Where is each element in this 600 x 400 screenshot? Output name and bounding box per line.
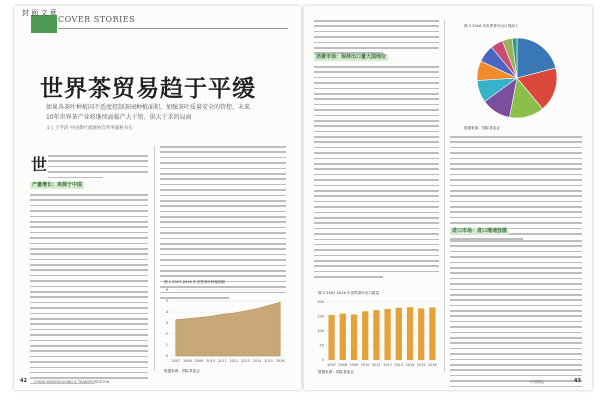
body-text-col1a <box>48 155 148 182</box>
chart2-xtick: 2016 <box>428 363 437 367</box>
chart1-xtick: 2009 <box>194 359 204 363</box>
chart2-xtick: 2008 <box>338 363 348 367</box>
article-subtitle-2: 10年世界茶产业将继续面临产大于销、供大于求的局面 <box>46 114 192 121</box>
section-label-cn: 封 面 文 章 <box>22 9 57 17</box>
chart3-pie-chart <box>450 32 584 124</box>
chart2-xtick: 2007 <box>327 363 336 367</box>
chart1-xtick: 2012 <box>229 359 239 363</box>
left-footer-mag: CHINA WAREHOUSING & TRANSPORTATION <box>34 380 110 384</box>
header-rule <box>58 28 288 29</box>
chart2-bar-chart <box>312 298 440 370</box>
chart2-xtick: 2012 <box>383 363 392 367</box>
article-author: 文 | 王学清 中国茶叶流通协会常务副秘书长 <box>46 126 133 131</box>
chart2-xtick: 2013 <box>394 363 404 367</box>
chart2-bar <box>418 308 424 360</box>
article-subtitle-1: 如果各茶叶种植国不适度控制茶园种植面积，加强茶叶质量安全的管控，未来 <box>46 104 251 111</box>
chart2-bar <box>373 310 379 360</box>
chart2-title: 图 2 2007-2016 年世界茶叶出口数量 <box>318 291 380 295</box>
chart2-ytick: 100 <box>317 329 324 334</box>
drop-cap: 世 <box>31 155 48 174</box>
chart1-ytick: 0 <box>165 354 168 359</box>
chart1-xtick: 2014 <box>252 359 262 363</box>
body-text-r-col1b <box>314 66 439 282</box>
chart2-bar <box>396 308 402 360</box>
chart1-ytick: 1 <box>165 343 168 348</box>
chart2-bar <box>362 311 368 360</box>
chart1-ytick: 3 <box>165 321 168 326</box>
right-page <box>304 6 592 390</box>
chart2-bar <box>429 308 435 360</box>
right-page-number: 43 <box>574 378 581 384</box>
chart2-bar <box>384 309 390 360</box>
section-label-en: COVER STORIES <box>58 15 136 24</box>
chart1-ytick: 6 <box>165 288 168 293</box>
chart1-xtick: 2011 <box>217 359 227 363</box>
chart2-source: 数据来源：国际茶委会 <box>318 370 354 374</box>
body-text-r-col2b <box>450 240 582 390</box>
chart1-source: 数据来源：国际茶委会 <box>164 369 200 373</box>
left-page <box>14 6 301 390</box>
chart2-ytick: 200 <box>317 300 324 305</box>
left-page-number: 42 <box>20 378 27 384</box>
chart1-title: 图 1 2007-2016 年世界茶叶种植面积 <box>164 280 226 284</box>
chart2-xtick: 2015 <box>416 363 426 367</box>
chart1-xtick: 2010 <box>206 359 215 363</box>
chart1-xtick: 2013 <box>241 359 250 363</box>
chart1-ytick: 2 <box>165 332 168 337</box>
article-title: 世界茶贸易趋于平缓 <box>40 75 256 102</box>
chart2-xtick: 2014 <box>405 363 415 367</box>
chart1-ytick: 5 <box>165 299 168 304</box>
chart1-xtick: 2016 <box>275 359 285 363</box>
chart2-xtick: 2009 <box>349 363 359 367</box>
chart3-title: 图 3 2016 年世界茶叶出口国前十 <box>464 24 519 28</box>
chart2-ytick: 50 <box>319 343 324 348</box>
chart1-area <box>176 302 280 356</box>
chart2-bar <box>340 314 346 360</box>
chart1-area-chart <box>158 286 290 368</box>
right-footer-mag: 中国储运 <box>530 380 544 384</box>
chart2-xtick: 2011 <box>372 363 381 367</box>
body-text-col2 <box>160 146 286 302</box>
body-text-col1b <box>30 194 148 388</box>
chart2-bar <box>407 307 413 360</box>
chart1-xtick: 2007 <box>171 359 181 363</box>
section-heading-import: 进口市场：进口增速放缓 <box>452 228 508 234</box>
chart1-xtick: 2015 <box>264 359 273 363</box>
chart2-ytick: 150 <box>317 314 324 319</box>
chart2-bar <box>328 315 334 360</box>
section-heading-production: 产量增长：来源于中国 <box>32 182 83 188</box>
chart2-xtick: 2010 <box>360 363 370 367</box>
section-heading-consumption: 消费市场：保持出口量大国地位 <box>316 54 387 60</box>
chart2-ytick: 0 <box>321 358 324 363</box>
chart1-xtick: 2008 <box>183 359 192 363</box>
chart3-source: 数据来源：国际茶委会 <box>464 126 500 130</box>
body-text-r-col1a <box>314 20 439 58</box>
chart1-ytick: 4 <box>165 310 168 315</box>
chart2-bar <box>351 314 357 360</box>
